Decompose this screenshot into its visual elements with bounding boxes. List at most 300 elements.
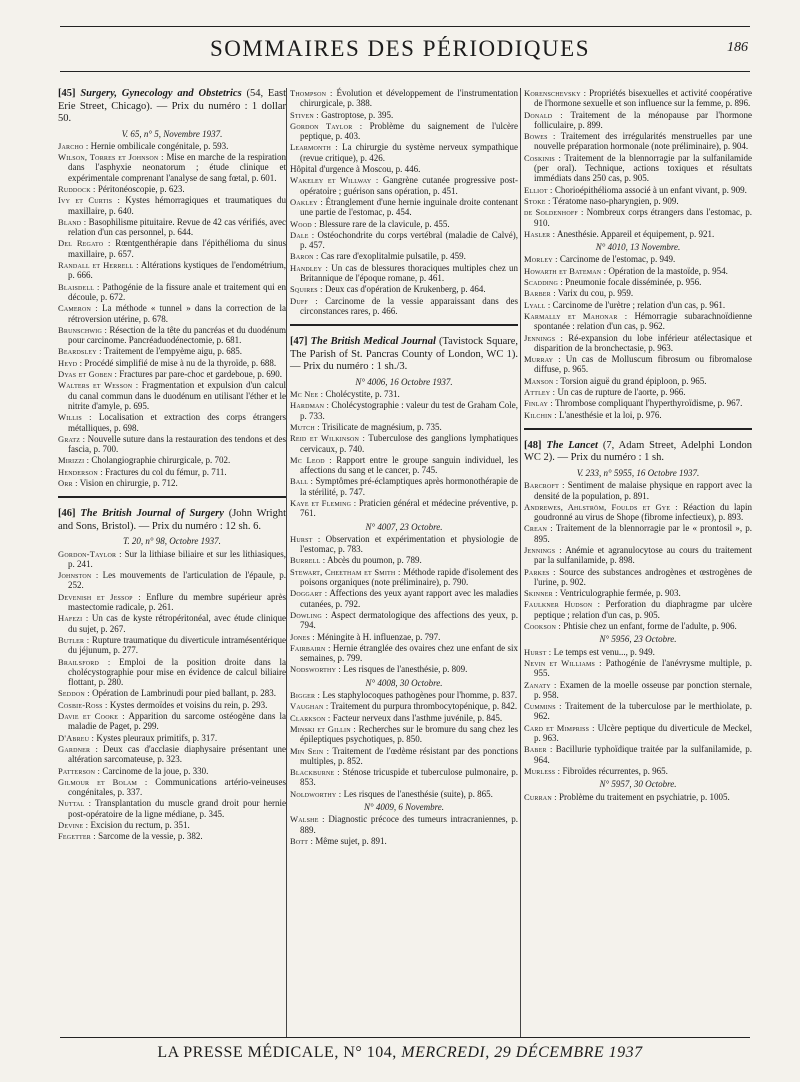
column-divider-2 (520, 88, 521, 1038)
article-entry (58, 478, 286, 488)
article-author: Jennings : (524, 544, 562, 555)
article-author: Butler : (58, 634, 90, 645)
article-title: Praticien général et médecine préventive, p. 761. (300, 498, 518, 519)
article-entry (58, 184, 286, 194)
article-entry (524, 387, 752, 397)
journal-title (58, 88, 286, 126)
issue-label: N° 4007, 23 Octobre. (365, 521, 443, 532)
article-entry (524, 744, 752, 765)
article-title: Sur la lithiase biliaire et sur les lithiasiques, p. 241. (68, 548, 287, 569)
journal-name: The British Medical Journal (310, 336, 436, 348)
article-author: Min Sein : (290, 745, 330, 756)
article-entry (58, 777, 286, 798)
article-entry (58, 325, 286, 346)
article-author: Hasler : (524, 228, 556, 239)
article-entry (524, 502, 752, 523)
footer-date: MERCREDI, 29 DÉCEMBRE 1937 (401, 1044, 643, 1061)
article-title: Mise en marche de la respiration dans l'asphyxie neonatorum ; étude clinique et expérimentale comprenant l'analyse de sang fœtal, p. 601. (68, 152, 287, 183)
article-title: Communications artério-veineuses congénitales, p. 337. (68, 776, 287, 798)
article-title: Emploi de la position droite dans la cholécystographie pour mise en évidence de calcul biliaire flottant, p. 280. (68, 656, 286, 688)
article-entry (290, 175, 518, 196)
article-entry (524, 658, 752, 679)
article-entry (290, 701, 518, 711)
article-entry (58, 831, 286, 841)
article-author: Manson : (524, 375, 559, 386)
article-entry (524, 311, 752, 332)
issue-label: T. 20, n° 98, Octobre 1937. (123, 536, 221, 547)
article-entry (524, 131, 752, 152)
article-entry (524, 647, 752, 657)
issue-label: N° 5956, 23 Octobre. (599, 634, 677, 645)
article-entry (524, 88, 752, 109)
article-title: Méthode rapide d'isolement des poisons organiques (note préliminaire), p. 790. (300, 566, 519, 588)
article-author: Barber : (524, 288, 556, 299)
article-author: Finlay : (524, 398, 553, 409)
article-entry (290, 664, 518, 674)
article-title: Excision du rectum, p. 351. (90, 820, 190, 831)
article-author: Duff : (290, 295, 318, 306)
article-author: Squires : (290, 284, 323, 295)
article-author: Faulkner Hudson : (524, 599, 601, 610)
article-title: Traitement de la blennorragie par la sulfanilamide (per oral). Technique, actions toxiques et résultats immédiats dans 250 cas, p. 905. (534, 152, 753, 184)
article-author: Cummins : (524, 701, 562, 712)
article-author: Attley : (524, 387, 556, 398)
article-title: Sténose tricuspide et tuberculose pulmonaire, p. 853. (300, 767, 518, 788)
article-entry (58, 152, 286, 183)
article-title: Torsion aiguë du grand épiploon, p. 965. (560, 375, 707, 386)
article-title: Ré-expansion du lobe inférieur atélectasique et disparition de la bronchectasie, p. 963. (534, 332, 752, 353)
article-author: Del Regato : (58, 238, 111, 249)
article-entry (58, 238, 286, 259)
article-entry (58, 744, 286, 765)
article-author: Bott : (290, 835, 314, 846)
article-title: Rapport entre le groupe sanguin individuel, les affections du sang et le cancer, p. 745. (300, 454, 518, 476)
article-title: Enflure du membre supérieur après mastectomie radicale, p. 261. (68, 591, 287, 613)
article-author: Stewart, Cheetham et Smith : (290, 566, 401, 577)
article-entry (58, 434, 286, 455)
article-entry (58, 260, 286, 281)
article-title: Tuberculose des ganglions lymphatiques cervicaux, p. 740. (300, 433, 518, 454)
article-entry (58, 700, 286, 710)
article-author: Devine : (58, 820, 89, 831)
article-title: Apparition du sarcome ostéogène dans la maladie de Paget, p. 299. (68, 711, 286, 732)
issue-label: N° 4009, 6 Novembre. (363, 802, 444, 813)
article-title: Hernie étranglée des ovaires chez une enfant de six semaines, p. 799. (300, 642, 518, 664)
article-title: Facteur nerveux dans l'asthme juvénile, p. 845. (332, 712, 503, 723)
article-entry (524, 288, 752, 298)
article-author: Reid et Wilkinson : (290, 433, 366, 444)
article-entry (290, 88, 518, 109)
article-author: Walshe : (290, 814, 325, 825)
article-entry (290, 767, 518, 788)
section-separator (58, 496, 286, 498)
page-title: SOMMAIRES DES PÉRIODIQUES (210, 36, 590, 61)
article-title: Blessure rare de la clavicule, p. 455. (318, 218, 450, 229)
article-entry (290, 284, 518, 294)
article-title: Étranglement d'une hernie inguinale droite contenant une partie de l'estomac, p. 454. (300, 196, 518, 218)
article-author: Baber : (524, 744, 553, 755)
article-title: Affections des yeux ayant rapport avec les maladies cutanées, p. 792. (300, 588, 518, 609)
article-entry (524, 410, 752, 420)
issue-label: V. 233, n° 5955, 16 Octobre 1937. (576, 467, 700, 478)
article-title: Sarcome de la vessie, p. 382. (98, 831, 203, 842)
article-author: Jones : (290, 631, 315, 642)
article-title: Transplantation du muscle grand droit pour hernie post-opératoire de la ligne médiane, p. 345. (68, 798, 286, 819)
article-title: Localisation et extraction des corps étrangers métalliques, p. 698. (68, 412, 287, 433)
article-title: Opération de la mastoïde, p. 954. (608, 265, 728, 276)
article-author: Nodsworthy : (290, 664, 341, 675)
column-1 (58, 88, 286, 843)
article-entry (290, 251, 518, 261)
article-title: L'anesthésie et la loi, p. 976. (559, 409, 662, 420)
article-author: Lyall : (524, 299, 551, 310)
article-title: Méningite à H. influenzae, p. 797. (317, 631, 441, 642)
article-author: Hurst : (524, 646, 552, 657)
article-author: Card et Mimpriss : (524, 722, 595, 733)
article-author: Gilmour et Bolam : (58, 776, 148, 787)
article-author: Zanaty : (524, 679, 557, 690)
article-title: Hémorragie subarachnoïdienne spontanée : relation d'un cas, p. 962. (534, 310, 753, 332)
section-separator (290, 324, 518, 326)
article-author: Oakley : (290, 196, 323, 207)
article-author: Randall et Herrell : (58, 260, 139, 271)
article-author: Noldworthy : (290, 788, 342, 799)
article-entry (290, 632, 518, 642)
article-author: Jennings : (524, 332, 564, 343)
article-title: Examen de la moelle osseuse par ponction sternale, p. 958. (534, 679, 752, 700)
article-title: Traitement de l'empyème aigu, p. 685. (103, 346, 243, 357)
article-title: Traitement de la tuberculose par le merthiolate, p. 962. (534, 701, 753, 722)
article-entry (524, 792, 752, 802)
article-title: Fragmentation et expulsion d'un calcul du canal commun dans le duodénum en utilisant l'éther et le nitrite d'amyle, p. 695. (68, 380, 287, 411)
article-title: Bacillurie typhoïdique traitée par la sulfanilamide, p. 964. (534, 744, 752, 765)
article-title: Résection de la tête du pancréas et du duodénum pour carcinome. Pancréaduodénectomie, p. 681. (68, 324, 286, 346)
article-entry (58, 141, 286, 151)
article-title: Sentiment de malaise physique en rapport avec la densité de la population, p. 891. (534, 480, 752, 501)
article-entry (58, 195, 286, 216)
article-title: Cas rare d'exoplitalmie pulsatile, p. 459. (320, 251, 466, 262)
article-entry (290, 814, 518, 835)
article-entry (58, 798, 286, 819)
article-author: Elliot : (524, 184, 553, 195)
article-entry (524, 153, 752, 184)
journal-name: The Lancet (546, 439, 598, 451)
article-author: Dale : (290, 229, 315, 240)
article-title: Nombreux corps étrangers dans l'estomac, p. 910. (534, 207, 752, 228)
article-title: Cholécystographie : valeur du test de Graham Cole, p. 733. (300, 400, 518, 421)
issue-label: N° 4006, 16 Octobre 1937. (355, 376, 453, 387)
article-author: Wakeley et Willway : (290, 175, 379, 186)
article-title: Hôpital d'urgence à Moscou, p. 446. (290, 164, 421, 175)
article-author: Coskinis : (524, 152, 562, 163)
article-entry (290, 690, 518, 700)
article-title: La méthode « tunnel » dans la correction de la rétroversion utérine, p. 678. (68, 303, 286, 324)
article-entry (524, 723, 752, 744)
article-title: Évolution et développement de l'instrumentation chirurgicale, p. 388. (300, 88, 518, 109)
article-entry (524, 110, 752, 131)
article-entry (58, 282, 286, 303)
article-author: Seddon : (58, 688, 90, 699)
article-title: Tératome naso-pharyngien, p. 909. (552, 195, 679, 206)
journal-title (290, 336, 518, 374)
article-title: Traitement du purpura thrombocytopénique, p. 842. (330, 701, 518, 712)
article-entry (58, 303, 286, 324)
article-entry (524, 300, 752, 310)
article-entry (290, 219, 518, 229)
column-3 (524, 88, 752, 803)
article-entry (524, 766, 752, 776)
article-author: Brailsford : (58, 656, 111, 667)
article-entry (524, 567, 752, 588)
article-entry (58, 733, 286, 743)
article-title: Le temps est venu..., p. 949. (553, 646, 655, 657)
article-author: Heyd : (58, 357, 83, 368)
article-author: Clarkson : (290, 712, 331, 723)
article-author: Nevin et Williams : (524, 657, 602, 668)
article-title: Problème du saignement de l'ulcère peptique, p. 403. (300, 120, 518, 142)
article-author: Walters et Wesson : (58, 380, 139, 391)
article-entry (524, 523, 752, 544)
article-title: Péritonéoscopie, p. 623. (97, 183, 185, 194)
article-title: Ulcère peptique du diverticule de Meckel, p. 963. (534, 722, 753, 744)
article-author: Karmally et Mahonar : (524, 310, 628, 321)
article-author: Fairbairn : (290, 642, 331, 653)
journal-number: [46] (58, 508, 81, 520)
article-author: Mirizzi : (58, 455, 90, 466)
article-author: Davie et Cooke : (58, 711, 125, 722)
article-entry (58, 412, 286, 433)
article-title: Deux cas d'opération de Krukenberg, p. 464. (324, 284, 486, 295)
article-entry (524, 196, 752, 206)
article-author: Skinner : (524, 588, 558, 599)
article-author: Dyas et Goben : (58, 369, 118, 380)
article-entry (290, 789, 518, 799)
article-author: Brunschwig : (58, 324, 108, 335)
issue-label: N° 5957, 30 Octobre. (599, 779, 677, 790)
article-entry (524, 185, 752, 195)
article-entry (58, 820, 286, 830)
article-title: Traitement de la ménopause par l'hormone folliculaire, p. 899. (534, 109, 752, 130)
article-entry (290, 534, 518, 555)
article-title: Un cas de Molluscum fibrosum ou fibromalose diffuse, p. 965. (534, 354, 752, 375)
article-author: Fegetter : (58, 831, 96, 842)
article-author: Devenish et Jessop : (58, 591, 141, 602)
article-title: Symptômes pré-éclamptiques après hormonothérapie de la stérilité, p. 747. (300, 476, 518, 497)
header-rule-top (60, 26, 750, 27)
article-author: Jarcho : (58, 140, 89, 151)
page-footer (0, 1044, 800, 1062)
article-author: Stoke : (524, 195, 551, 206)
article-entry (524, 545, 752, 566)
article-entry (524, 621, 752, 631)
article-entry (524, 680, 752, 701)
article-author: Gordon-Taylor : (58, 548, 122, 559)
article-entry (290, 197, 518, 218)
journal-address: (Tavistock Square, The Parish of St. Pancras County of London, WC 1). — Prix du numéro : 1 sh./3. (290, 336, 519, 373)
article-entry (58, 766, 286, 776)
article-title: Problème du traitement en psychiatrie, p. 1005. (559, 791, 730, 802)
article-entry (290, 121, 518, 142)
article-author: Hurst : (290, 533, 321, 544)
article-author: Curran : (524, 791, 557, 802)
article-title: Pathogénie de la fissure anale et traitement qui en découle, p. 672. (68, 281, 286, 302)
article-author: Cookson : (524, 621, 561, 632)
article-title: Propriétés bisexuelles et activité coopérative de l'hormone sexuelle et son influence sur la femme, p. 896. (534, 88, 752, 109)
article-entry (290, 433, 518, 454)
article-title: Les mouvements de l'articulation de l'épaule, p. 252. (68, 570, 287, 591)
article-entry (290, 498, 518, 519)
article-author: Gardner : (58, 743, 98, 754)
article-title: Perforation du diaphragme par ulcère peptique ; relation d'un cas, p. 905. (534, 599, 752, 620)
article-title: Carcinome de l'urètre ; relation d'un cas, p. 961. (552, 299, 726, 310)
article-title: Rupture traumatique du diverticule intramésentérique du jéjunum, p. 277. (68, 634, 287, 656)
article-title: Diagnostic précoce des tumeurs intracraniennes, p. 889. (300, 814, 519, 835)
article-title: Les risques de l'anesthésie (suite), p. 865. (343, 788, 493, 799)
article-title: Les staphylocoques pathogènes pour l'homme, p. 837. (322, 690, 518, 701)
article-entry (290, 610, 518, 631)
article-entry (290, 296, 518, 317)
article-author: Mc Leod : (290, 454, 332, 465)
article-entry (290, 422, 518, 432)
issue-label: V. 65, n° 5, Novembre 1937. (121, 128, 223, 139)
article-author: Morley : (524, 254, 558, 265)
article-title: Anémie et agranulocytose au cours du traitement par la sulfanilamide, p. 898. (534, 544, 752, 566)
column-divider-1 (286, 88, 287, 1038)
article-title: Opération de Lambrinudi pour pied ballant, p. 283. (92, 688, 277, 699)
article-title: Chorioépithélioma associé à un enfant vivant, p. 909. (554, 184, 747, 195)
column-2 (290, 88, 518, 847)
article-title: Carcinome de la joue, p. 330. (102, 765, 209, 776)
article-entry (290, 230, 518, 251)
article-title: Fractures par pare-choc et gardeboue, p. 690. (119, 369, 282, 380)
article-author: Johnston : (58, 570, 99, 581)
article-entry (58, 657, 286, 688)
article-entry (290, 110, 518, 120)
article-title: Anesthésie. Appareil et équipement, p. 921. (557, 228, 715, 239)
article-title: Fibroïdes récurrentes, p. 965. (562, 765, 668, 776)
article-title: Un cas de rupture de l'aorte, p. 966. (557, 387, 686, 398)
article-author: de Soldenhoff : (524, 207, 584, 218)
article-author: Gordon Taylor : (290, 120, 363, 131)
article-entry (290, 567, 518, 588)
journal-address: (John Wright and Sons, Bristol). — Prix du numéro : 12 sh. 6. (58, 508, 286, 532)
article-author: Burrell : (290, 555, 326, 566)
article-title: Fractures du col du fémur, p. 711. (105, 466, 227, 477)
issue-label: N° 4008, 30 Octobre. (365, 677, 443, 688)
section-separator (524, 428, 752, 430)
article-entry (290, 746, 518, 767)
article-title: Un cas de kyste rétropéritonéal, avec étude clinique du sujet, p. 267. (68, 613, 287, 634)
article-title: Aspect dermatologique des affections des yeux, p. 794. (300, 609, 518, 631)
article-title: Les risques de l'anesthésie, p. 809. (343, 664, 468, 675)
article-entry (290, 643, 518, 664)
article-title: Abcès du poumon, p. 789. (327, 555, 422, 566)
article-entry (290, 400, 518, 421)
issue-label: N° 4010, 13 Novembre. (595, 242, 681, 253)
article-entry (58, 217, 286, 238)
article-title: Kystes hémorragiques et traumatiques du maxillaire, p. 640. (68, 195, 286, 216)
journal-title (524, 440, 752, 465)
article-author: Ivy et Curtis : (58, 195, 121, 206)
article-title: Gangrène cutanée progressive post-opératoire ; guérison sans opération, p. 451. (300, 175, 518, 196)
article-author: Bowes : (524, 131, 556, 142)
article-author: Dowling : (290, 609, 328, 620)
article-title: Trisilicate de magnésium, p. 735. (321, 421, 442, 432)
article-title: Traitement des irrégularités menstruelles par une nouvelle préparation hormonale (note préliminaire), p. 904. (534, 131, 752, 152)
footer-journal: LA PRESSE MÉDICALE, N° 104, (157, 1044, 397, 1061)
article-author: Stiven : (290, 109, 319, 120)
article-title: Observation et expérimentation et physiologie de l'estomac, p. 783. (300, 533, 518, 555)
article-title: Recherches sur le bromure du sang chez les épileptiques psychotiques, p. 850. (300, 723, 518, 745)
article-author: Kilchin : (524, 409, 557, 420)
article-entry (524, 277, 752, 287)
article-title: Pneumonie focale disséminée, p. 956. (565, 277, 702, 288)
article-author: Howarth et Bateman : (524, 265, 607, 276)
article-author: Beardsley : (58, 346, 102, 357)
article-author: Donald : (524, 109, 563, 120)
article-entry (290, 555, 518, 565)
article-author: Kaye et Fleming : (290, 498, 357, 508)
article-title: Vision en chirurgie, p. 712. (79, 478, 178, 488)
journal-address: (7, Adam Street, Adelphi London WC 2). — Prix du numéro : 1 sh. (524, 439, 753, 464)
article-author: Handley : (290, 262, 329, 273)
article-entry (58, 369, 286, 379)
article-title: Cholécystite, p. 731. (325, 389, 400, 400)
article-author: Baron : (290, 251, 319, 262)
article-entry (58, 380, 286, 411)
article-author: Murray : (524, 354, 561, 365)
article-entry (524, 254, 752, 264)
article-author: Murless : (524, 765, 561, 776)
article-entry (58, 455, 286, 465)
article-entry (290, 389, 518, 399)
article-entry (290, 476, 518, 497)
article-author: Henderson : (58, 466, 103, 477)
article-author: Willis : (58, 412, 92, 423)
footer-rule (60, 1037, 750, 1038)
article-author: Minski et Gillin : (290, 723, 356, 734)
article-title: Phtisie chez un enfant, forme de l'adulte, p. 906. (563, 621, 737, 632)
article-author: Mc Nee : (290, 389, 324, 400)
article-entry (524, 354, 752, 375)
article-author: Gratz : (58, 433, 86, 444)
article-entry (524, 599, 752, 620)
article-author: Korenschevsky : (524, 88, 587, 98)
article-entry (524, 588, 752, 598)
article-entry (290, 836, 518, 846)
article-title: Procédé simplifié de mise à nu de la thyroïde, p. 688. (84, 357, 277, 368)
article-title: Ventriculographie fermée, p. 903. (559, 588, 681, 599)
article-author: Ball : (290, 476, 314, 487)
article-title: Altérations kystiques de l'endométrium, p. 666. (68, 260, 286, 281)
article-entry (524, 207, 752, 228)
article-author: Andrewes, Ahlström, Foulds et Gye : (524, 501, 678, 512)
article-title: Ostéochondrite du corps vertébral (maladie de Calvé), p. 457. (300, 229, 518, 251)
header-rule-bottom (60, 71, 750, 72)
article-entry (58, 549, 286, 570)
article-author: Cameron : (58, 303, 98, 314)
article-title: Réaction du lapin goudronné au virus de Shope (fibrome infectieux), p. 893. (534, 501, 752, 523)
article-author: D'Abreu : (58, 732, 95, 743)
article-title: Kystes pleuraux primitifs, p. 317. (96, 732, 218, 743)
article-author: Patterson : (58, 765, 101, 776)
article-title: Deux cas d'acclasie diaphysaire présentant une altération sarcomateuse, p. 323. (68, 743, 286, 765)
article-author: Vaughan : (290, 701, 329, 712)
article-entry (524, 701, 752, 722)
article-title: Source des substances androgènes et œstrogènes de l'urine, p. 902. (534, 566, 753, 587)
article-entry (58, 346, 286, 356)
article-title: Cholangiographie chirurgicale, p. 702. (91, 455, 231, 466)
